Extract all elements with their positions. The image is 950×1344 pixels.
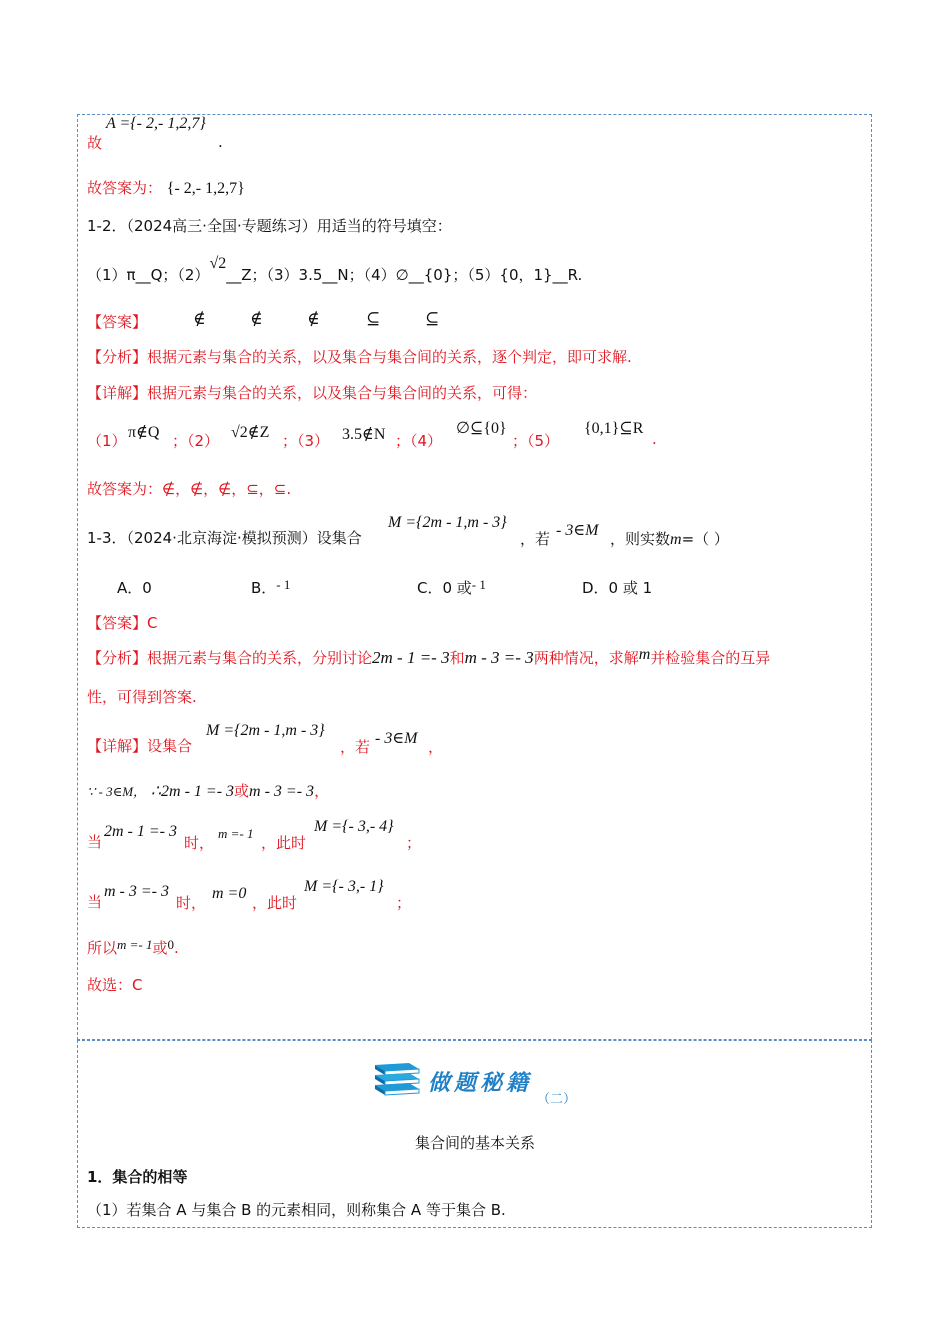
- d3-math: 3.5∉N: [342, 426, 386, 443]
- q13-line2-d: ；: [406, 834, 422, 852]
- q13-line3-set: M ={- 3,- 1}: [304, 878, 384, 895]
- q12-detail-intro: 【详解】根据元素与集合的关系，以及集合与集合间的关系，可得：: [87, 384, 538, 402]
- d2-label: ；（2）: [172, 432, 220, 450]
- q12-part3: __{0}；（5）{0，1}__R.: [408, 266, 583, 284]
- answer-label: 故答案为：: [87, 179, 163, 197]
- empty-set-icon: ∅: [395, 266, 409, 284]
- q13-final: 故选：C: [87, 976, 143, 994]
- option-b[interactable]: B．- 1: [251, 577, 291, 597]
- question-1-2-stem: 1-2．（2024高三·全国·专题练习）用适当的符号填空：: [87, 217, 452, 235]
- q12-part2: __Z；（3）3.5__N；（4）: [226, 266, 396, 284]
- q13-stem-c: ，则实数: [610, 530, 671, 548]
- d3-label: ；（3）: [282, 432, 330, 450]
- answer-symbol-3: ∉: [307, 309, 320, 329]
- q13-line3-b: 时，: [176, 894, 207, 912]
- q13-stem-c-line: [610, 528, 729, 549]
- q13-line2-b: 时，: [184, 834, 215, 852]
- answer-symbol-2: ∉: [250, 309, 263, 329]
- q13-analysis: 【分析】根据元素与集合的关系，分别讨论2m - 1 =- 3和m - 3 =- 3两种情况，求解m并检验集合的互异: [87, 646, 771, 667]
- period: .: [218, 133, 223, 151]
- q13-line3-c: ，此时: [252, 894, 298, 912]
- q12-part1: （1）π__Q；（2）: [87, 266, 210, 284]
- section-heading-1: 1．集合的相等: [87, 1168, 188, 1186]
- q13-line3-a: 当: [87, 893, 103, 911]
- q13-detail-cond: - 3∈M: [375, 730, 418, 747]
- d5-label: ；（5）: [512, 432, 560, 450]
- set-a-expression: A ={- 2,- 1,2,7}: [106, 115, 206, 132]
- an-m: m: [638, 646, 651, 663]
- q13-line1: ∵ - 3∈M， ∴2m - 1 =- 3或m - 3 =- 3，: [87, 782, 330, 800]
- q13-stem-d: =（ ）: [681, 530, 729, 548]
- q13-stem-b: ，若: [520, 530, 551, 548]
- answer-symbol-4: ⊆: [366, 309, 381, 329]
- q13-line2-m: m =- 1: [218, 826, 254, 841]
- q13-set-m: M ={2m - 1,m - 3}: [388, 514, 507, 531]
- option-a[interactable]: A．0: [117, 579, 152, 597]
- q13-line2-eq: 2m - 1 =- 3: [104, 823, 178, 840]
- section-title: 集合间的基本关系: [414, 1134, 535, 1152]
- answer-symbol-5: ⊆: [425, 309, 440, 329]
- q13-stem-a: 1-3．（2024·北京海淀·模拟预测）设集合: [87, 529, 362, 547]
- q13-line3-m: m =0: [212, 885, 247, 902]
- d4-label: ；（4）: [395, 432, 443, 450]
- answer-line-1: [87, 178, 245, 199]
- q13-detail-c: ，: [428, 738, 444, 756]
- section-paragraph-1: （1）若集合 A 与集合 B 的元素相同，则称集合 A 等于集合 B.: [87, 1201, 506, 1219]
- book-stack-icon: [373, 1061, 421, 1105]
- q13-cond: - 3∈M: [556, 522, 599, 539]
- d-end: .: [652, 430, 657, 448]
- banner-sub: （二）: [537, 1092, 577, 1107]
- answer-symbol-1: ∉: [193, 309, 206, 329]
- q13-line4: 所以m =- 1或0.: [87, 937, 179, 957]
- q12-analysis: 【分析】根据元素与集合的关系，以及集合与集合间的关系，逐个判定，即可求解.: [87, 348, 632, 366]
- q13-answer: 【答案】C: [87, 614, 158, 632]
- q13-detail-b: ，若: [340, 738, 371, 756]
- gu-label: 故: [87, 134, 103, 152]
- answer-value: {- 2,- 1,2,7}: [166, 180, 245, 197]
- q13-line2-set: M ={- 3,- 4}: [314, 818, 394, 835]
- d1-label: （1）: [87, 432, 127, 450]
- q13-detail-a: 【详解】设集合: [87, 737, 193, 755]
- question-1-2-items: [87, 255, 583, 286]
- q13-analysis-cont: 性，可得到答案.: [87, 688, 197, 706]
- banner-title: 做题秘籍: [428, 1070, 533, 1096]
- d1-math: π∉Q: [128, 424, 160, 441]
- sqrt2: √2: [209, 255, 227, 272]
- q12-answer-label: 【答案】: [87, 313, 148, 331]
- an-eq2: m - 3 =- 3: [464, 648, 534, 667]
- q13-line2-c: ，此时: [261, 834, 307, 852]
- q13-line3-d: ；: [396, 894, 412, 912]
- q13-line3-eq: m - 3 =- 3: [104, 883, 170, 900]
- q12-final: 故答案为：∉，∉，∉，⊆，⊆.: [87, 480, 292, 498]
- q13-detail-set: M ={2m - 1,m - 3}: [206, 722, 325, 739]
- d2-math: √2∉Z: [231, 424, 270, 441]
- option-c[interactable]: C．0 或- 1: [417, 577, 486, 597]
- an-eq1: 2m - 1 =- 3: [372, 648, 450, 667]
- d4-math: ∅⊆{0}: [456, 420, 507, 437]
- d5-math: {0,1}⊆R: [584, 420, 644, 437]
- q13-m-var: m: [670, 531, 682, 548]
- q13-line2-a: 当: [87, 833, 103, 851]
- option-d[interactable]: D．0 或 1: [582, 579, 653, 597]
